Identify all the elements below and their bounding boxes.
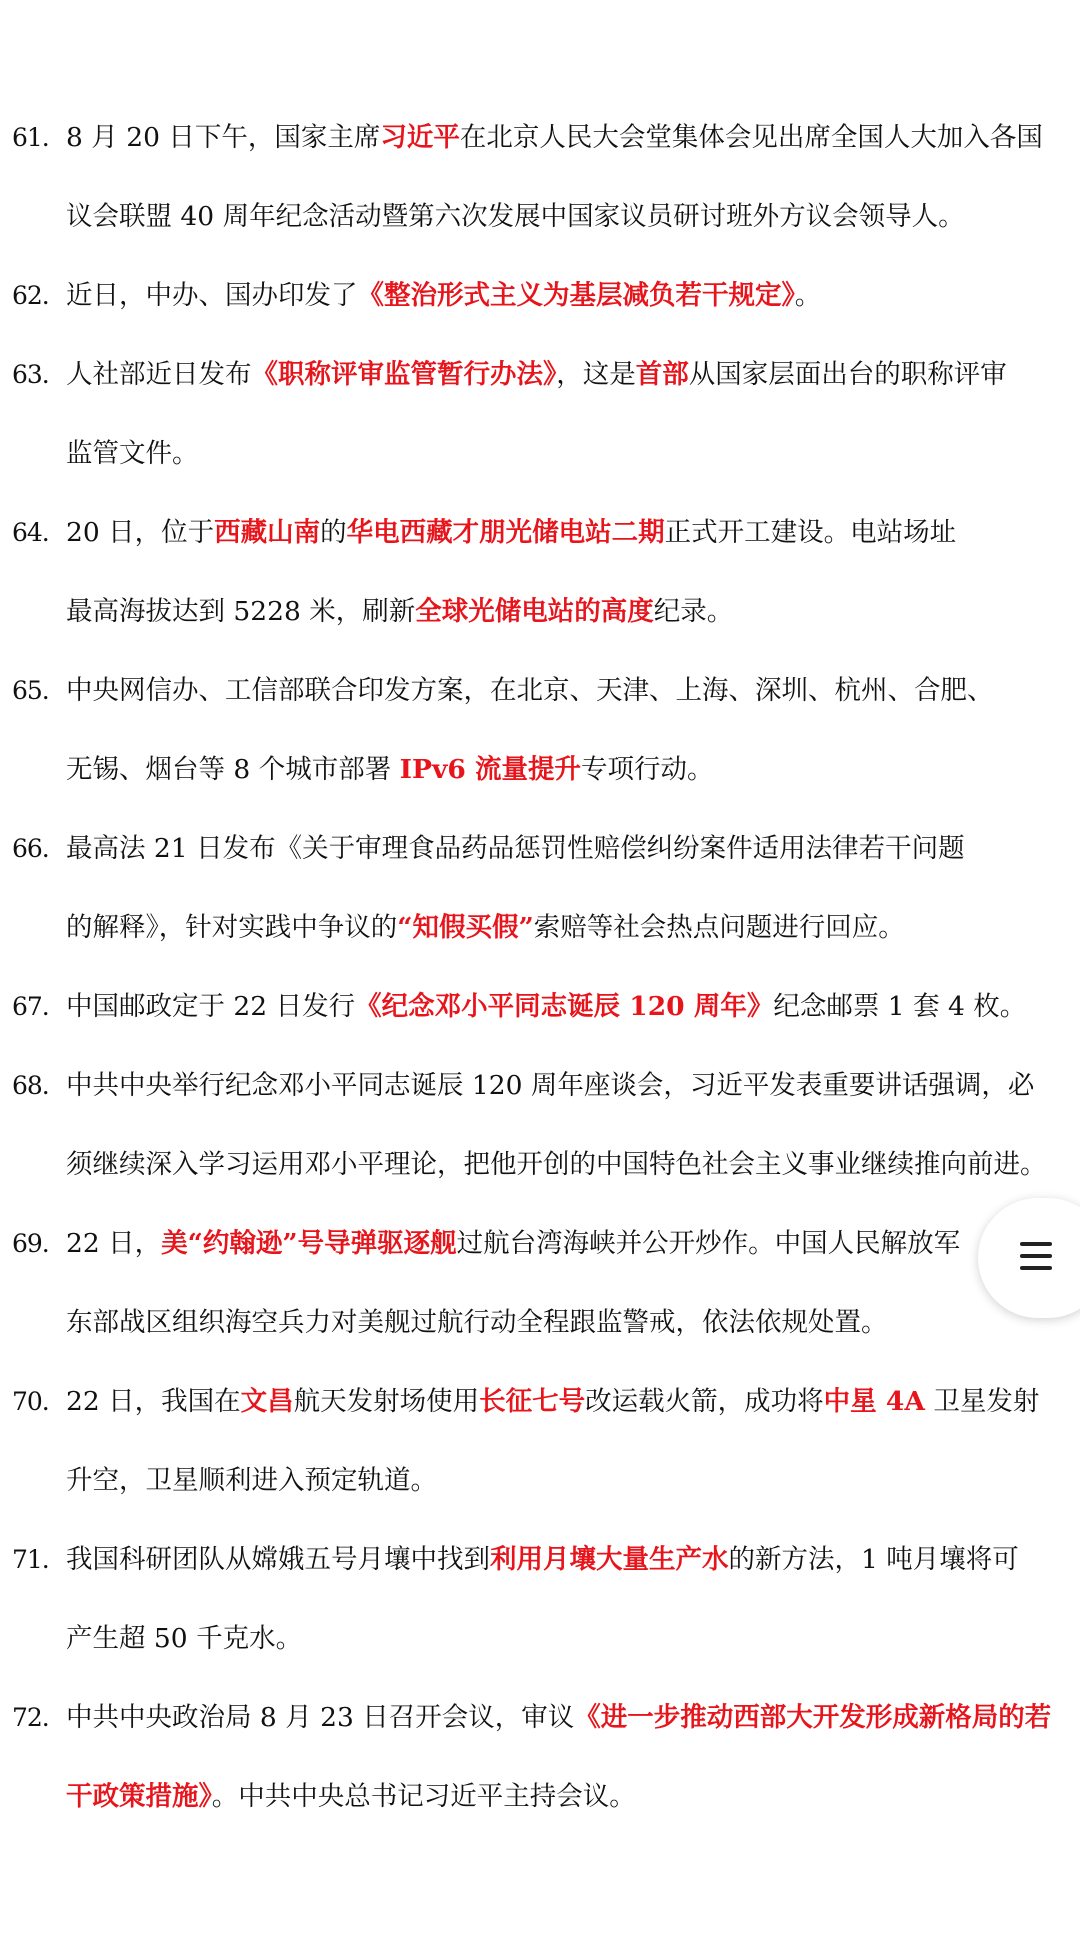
- item-text-line: [66, 809, 1070, 888]
- item-text-line: [66, 98, 1070, 177]
- item-number: 61.: [12, 123, 49, 152]
- item-text: ，这是: [556, 359, 636, 390]
- highlighted-keyword: 《纪念邓小平同志诞辰 120 周年》: [355, 991, 774, 1022]
- highlighted-keyword: “知假买假”: [397, 912, 534, 943]
- item-text: 纪录。: [653, 596, 734, 627]
- item-text: 的新方法，1 吨月壤将可: [728, 1544, 1019, 1575]
- item-text: 人社部近日发布: [66, 359, 252, 390]
- item-text-line: [66, 730, 1070, 809]
- item-text-line: [66, 1046, 1070, 1125]
- highlighted-keyword: 华电西藏才朋光储电站二期: [346, 517, 665, 548]
- item-text: 正式开工建设。电站场址: [664, 517, 957, 548]
- highlighted-keyword: 《进一步推动西部大开发形成新格局的若: [574, 1702, 1052, 1733]
- item-number: 64.: [12, 518, 49, 547]
- highlighted-keyword: 《整治形式主义为基层减负若干规定》: [357, 280, 795, 311]
- item-text-line: [66, 1520, 1070, 1599]
- item-text-line: [66, 1599, 1070, 1678]
- highlighted-keyword: 美“约翰逊”号导弹驱逐舰: [161, 1228, 457, 1259]
- news-item: [0, 809, 1080, 967]
- item-text-line: [66, 651, 1070, 730]
- item-text-line: [66, 572, 1070, 651]
- highlighted-keyword: 《职称评审监管暂行办法》: [251, 359, 557, 390]
- news-item: [0, 1204, 1080, 1362]
- item-text-line: [66, 1441, 1070, 1520]
- item-text: 议会联盟 40 周年纪念活动暨第六次发展中国家议员研讨班外方议会领导人。: [66, 201, 965, 232]
- item-text: 产生超 50 千克水。: [66, 1623, 303, 1654]
- item-text-line: [66, 414, 1070, 493]
- highlighted-keyword: 利用月壤大量生产水: [490, 1544, 729, 1575]
- item-text-line: [66, 1678, 1070, 1757]
- item-number: 68.: [12, 1071, 49, 1100]
- item-text: 中共中央政治局 8 月 23 日召开会议，审议: [66, 1702, 575, 1733]
- item-text: 监管文件。: [66, 438, 199, 469]
- highlighted-keyword: 首部: [635, 359, 689, 390]
- news-item: [0, 335, 1080, 493]
- item-text-line: [66, 967, 1070, 1046]
- item-text-line: [66, 256, 1070, 335]
- item-text: 纪念邮票 1 套 4 枚。: [773, 991, 1027, 1022]
- item-number: 62.: [12, 281, 49, 310]
- item-text: 索赔等社会热点问题进行回应。: [533, 912, 905, 943]
- highlighted-keyword: 西藏山南: [214, 517, 321, 548]
- item-text: 航天发射场使用: [293, 1386, 480, 1417]
- news-item: [0, 651, 1080, 809]
- item-text: 中国邮政定于 22 日发行: [66, 991, 356, 1022]
- item-text-line: [66, 1283, 1070, 1362]
- item-text: 22 日，我国在: [66, 1386, 241, 1417]
- item-text-line: [66, 1362, 1070, 1441]
- item-text: 的: [320, 517, 347, 548]
- item-text: 8 月 20 日下午，国家主席: [66, 122, 381, 153]
- item-number: 66.: [12, 834, 49, 863]
- item-text: 近日，中办、国办印发了: [66, 280, 358, 311]
- news-item: [0, 1678, 1080, 1836]
- item-text: 须继续深入学习运用邓小平理论，把他开创的中国特色社会主义事业继续推向前进。: [66, 1149, 1047, 1180]
- highlighted-keyword: 习近平: [380, 122, 460, 153]
- item-text: 过航台湾海峡并公开炒作。中国人民解放军: [456, 1228, 961, 1259]
- item-text: 卫星发射: [924, 1386, 1040, 1417]
- news-item: [0, 967, 1080, 1046]
- news-list: [0, 98, 1080, 1836]
- news-item: [0, 98, 1080, 256]
- item-text: 东部战区组织海空兵力对美舰过航行动全程跟监警戒，依法依规处置。: [66, 1307, 888, 1338]
- highlighted-keyword: 文昌: [240, 1386, 294, 1417]
- item-text: 升空，卫星顺利进入预定轨道。: [66, 1465, 437, 1496]
- highlighted-keyword: IPv6 流量提升: [399, 754, 582, 785]
- news-item: [0, 256, 1080, 335]
- item-text-line: [66, 177, 1070, 256]
- item-text: 20 日，位于: [66, 517, 215, 548]
- news-item: [0, 493, 1080, 651]
- item-number: 63.: [12, 360, 49, 389]
- item-text-line: [66, 1757, 1070, 1836]
- item-text: 中央网信办、工信部联合印发方案，在北京、天津、上海、深圳、杭州、合肥、: [66, 675, 994, 706]
- item-text: 最高海拔达到 5228 米，刷新: [66, 596, 416, 627]
- item-text-line: [66, 1125, 1070, 1204]
- item-number: 67.: [12, 992, 49, 1021]
- item-text: 专项行动。: [581, 754, 714, 785]
- item-number: 65.: [12, 676, 49, 705]
- item-text: 22 日，: [66, 1228, 162, 1259]
- news-item: [0, 1520, 1080, 1678]
- item-number: 71.: [12, 1545, 49, 1574]
- item-text: 我国科研团队从嫦娥五号月壤中找到: [66, 1544, 490, 1575]
- highlighted-keyword: 长征七号: [479, 1386, 586, 1417]
- item-text: 最高法 21 日发布《关于审理食品药品惩罚性赔偿纠纷案件适用法律若干问题: [66, 833, 965, 864]
- highlighted-keyword: 干政策措施》: [66, 1781, 212, 1812]
- item-text: 无锡、烟台等 8 个城市部署: [66, 754, 400, 785]
- news-item: [0, 1362, 1080, 1520]
- highlighted-keyword: 中星 4A: [823, 1386, 925, 1417]
- item-text: 在北京人民大会堂集体会见出席全国人大加入各国: [459, 122, 1043, 153]
- item-text: 改运载火箭，成功将: [585, 1386, 824, 1417]
- item-text: 的解释》，针对实践中争议的: [66, 912, 398, 943]
- hamburger-menu-icon: [1020, 1242, 1052, 1270]
- highlighted-keyword: 全球光储电站的高度: [415, 596, 654, 627]
- item-text: 。: [794, 280, 822, 311]
- item-text: 从国家层面出台的职称评审: [688, 359, 1007, 390]
- item-text: 。中共中央总书记习近平主持会议。: [211, 1781, 636, 1812]
- item-text-line: [66, 335, 1070, 414]
- news-item: [0, 1046, 1080, 1204]
- item-number: 70.: [12, 1387, 49, 1416]
- item-text-line: [66, 888, 1070, 967]
- item-text-line: [66, 1204, 1070, 1283]
- item-text-line: [66, 493, 1070, 572]
- item-number: 69.: [12, 1229, 49, 1258]
- item-text: 中共中央举行纪念邓小平同志诞辰 120 周年座谈会，习近平发表重要讲话强调，必: [66, 1070, 1035, 1101]
- item-number: 72.: [12, 1703, 49, 1732]
